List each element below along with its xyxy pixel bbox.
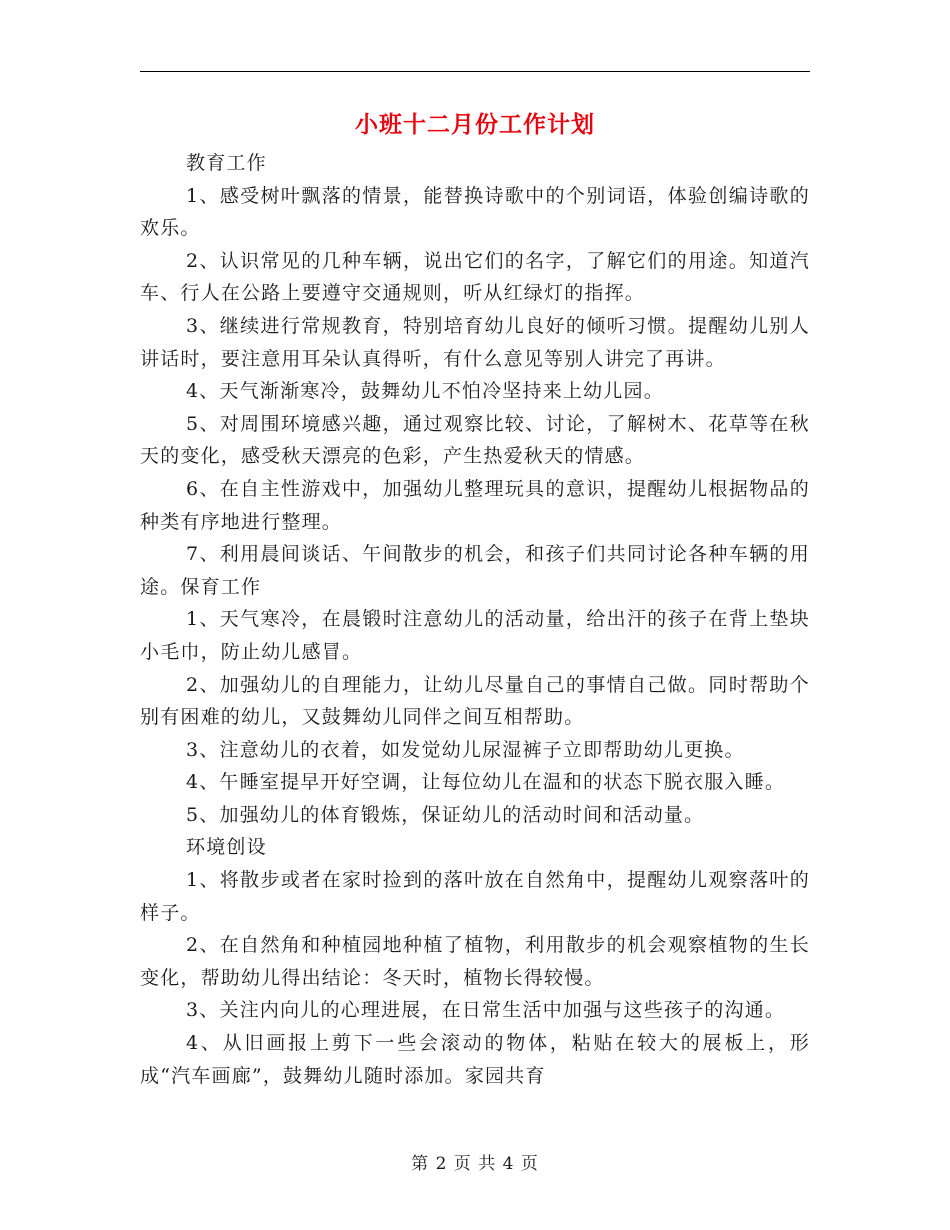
paragraph: 2、加强幼儿的自理能力，让幼儿尽量自己的事情自己做。同时帮助个别有困难的幼儿，又鼓舞幼儿同伴之间互相帮助。 — [140, 673, 810, 729]
paragraph: 1、将散步或者在家时捡到的落叶放在自然角中，提醒幼儿观察落叶的样子。 — [140, 869, 810, 924]
paragraph: 4、从旧画报上剪下一些会滚动的物体，粘贴在较大的展板上，形成“汽车画廊”，鼓舞幼儿随时添加。家园共育 — [140, 1032, 810, 1087]
paragraph: 2、认识常见的几种车辆，说出它们的名字，了解它们的用途。知道汽车、行人在公路上要遵守交通规则，听从红绿灯的指挥。 — [140, 249, 810, 305]
paragraph: 6、在自主性游戏中，加强幼儿整理玩具的意识，提醒幼儿根据物品的种类有序地进行整理。 — [140, 477, 810, 533]
paragraph: 5、对周围环境感兴趣，通过观察比较、讨论，了解树木、花草等在秋天的变化，感受秋天漂亮的色彩，产生热爱秋天的情感。 — [140, 412, 810, 468]
section-heading-environment: 环境创设 — [186, 836, 267, 859]
header-rule — [140, 71, 810, 72]
section-heading-education: 教育工作 — [186, 152, 267, 174]
paragraph: 3、注意幼儿的衣着，如发觉幼儿尿湿裤子立即帮助幼儿更换。 — [186, 738, 745, 761]
page-number-footer: 第 2 页 共 4 页 — [411, 1154, 539, 1174]
paragraph: 4、天气渐渐寒冷，鼓舞幼儿不怕冷坚持来上幼儿园。 — [186, 380, 664, 403]
paragraph: 3、继续进行常规教育，特别培育幼儿良好的倾听习惯。提醒幼儿别人讲话时，要注意用耳朵认真得听，有什么意见等别人讲完了再讲。 — [140, 314, 810, 370]
paragraph: 1、感受树叶飘落的情景，能替换诗歌中的个别词语，体验创编诗歌的欢乐。 — [140, 184, 810, 240]
paragraph: 2、在自然角和种植园地种植了植物，利用散步的机会观察植物的生长变化，帮助幼儿得出结论：冬天时，植物长得较慢。 — [140, 934, 810, 989]
document-title: 小班十二月份工作计划 — [355, 111, 595, 138]
paragraph: 3、关注内向儿的心理进展，在日常生活中加强与这些孩子的沟通。 — [186, 999, 786, 1022]
paragraph: 7、利用晨间谈话、午间散步的机会，和孩子们共同讨论各种车辆的用途。保育工作 — [140, 543, 810, 598]
paragraph: 1、天气寒冷，在晨锻时注意幼儿的活动量，给出汗的孩子在背上垫块小毛巾，防止幼儿感冒。 — [140, 608, 810, 663]
paragraph: 4、午睡室提早开好空调，让每位幼儿在温和的状态下脱衣服入睡。 — [186, 771, 786, 794]
document-body — [140, 147, 810, 1092]
paragraph: 5、加强幼儿的体育锻炼，保证幼儿的活动时间和活动量。 — [186, 803, 705, 826]
